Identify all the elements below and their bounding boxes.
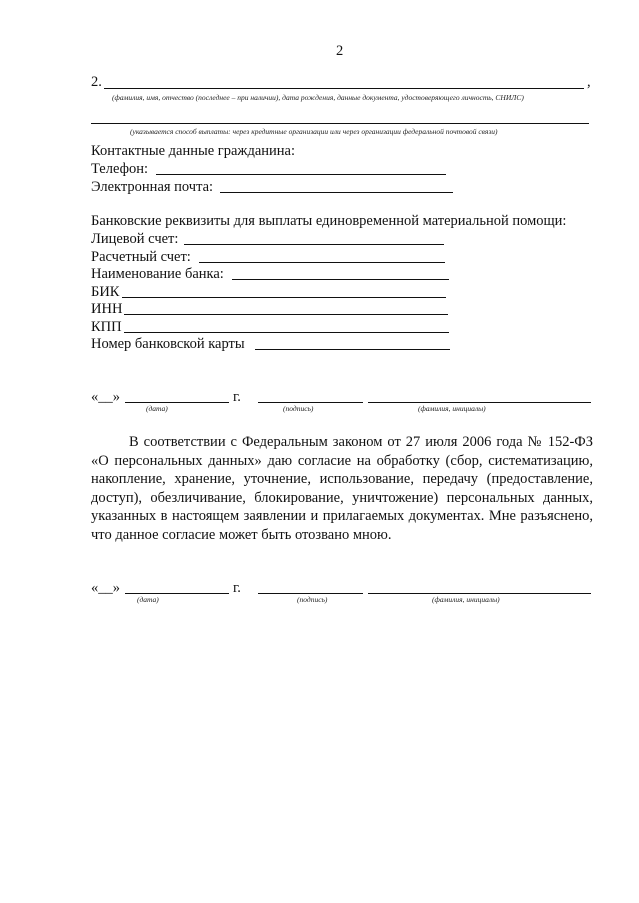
bik-label: БИК bbox=[91, 284, 120, 300]
name-caption-1: (фамилия, инициалы) bbox=[418, 404, 486, 413]
date-caption-1: (дата) bbox=[146, 404, 168, 413]
bik-field[interactable] bbox=[122, 297, 446, 298]
payment-method-line[interactable] bbox=[91, 123, 589, 124]
settlement-account-field[interactable] bbox=[199, 262, 445, 263]
name-field-1[interactable] bbox=[368, 402, 591, 403]
inn-label: ИНН bbox=[91, 301, 123, 317]
signature-field-1[interactable] bbox=[258, 402, 363, 403]
date-caption-2: (дата) bbox=[137, 595, 159, 604]
name-caption-2: (фамилия, инициалы) bbox=[432, 595, 500, 604]
contacts-heading: Контактные данные гражданина: bbox=[91, 143, 296, 159]
item-number: 2. bbox=[91, 74, 102, 90]
date-quote-1: «__» bbox=[91, 389, 120, 405]
email-field[interactable] bbox=[220, 192, 453, 193]
phone-field[interactable] bbox=[156, 174, 446, 175]
bank-name-field[interactable] bbox=[232, 279, 449, 280]
name-field-2[interactable] bbox=[368, 593, 591, 594]
account-field[interactable] bbox=[184, 244, 444, 245]
email-label: Электронная почта: bbox=[91, 179, 214, 195]
card-number-field[interactable] bbox=[255, 349, 450, 350]
person-data-line[interactable] bbox=[104, 88, 584, 89]
card-number-label: Номер банковской карты bbox=[91, 336, 245, 352]
date-field-2[interactable] bbox=[125, 593, 229, 594]
account-label: Лицевой счет: bbox=[91, 231, 179, 247]
trailing-comma: , bbox=[587, 74, 591, 90]
caption-payment-method: (указывается способ выплаты: через кредитные организации или через организации федеральной почтовой связи) bbox=[130, 127, 498, 136]
year-suffix-2: г. bbox=[233, 580, 241, 596]
date-quote-2: «__» bbox=[91, 580, 120, 596]
inn-field[interactable] bbox=[124, 314, 448, 315]
settlement-account-label: Расчетный счет: bbox=[91, 249, 191, 265]
caption-person-data: (фамилия, имя, отчество (последнее – при наличии), дата рождения, данные документа, удостоверяющего личность, СНИЛС) bbox=[112, 93, 524, 102]
phone-label: Телефон: bbox=[91, 161, 149, 177]
signature-caption-1: (подпись) bbox=[283, 404, 314, 413]
page-number: 2 bbox=[336, 43, 344, 59]
bank-name-label: Наименование банка: bbox=[91, 266, 224, 282]
signature-caption-2: (подпись) bbox=[297, 595, 328, 604]
kpp-label: КПП bbox=[91, 319, 122, 335]
signature-field-2[interactable] bbox=[258, 593, 363, 594]
kpp-field[interactable] bbox=[124, 332, 449, 333]
bank-heading: Банковские реквизиты для выплаты единовременной материальной помощи: bbox=[91, 213, 567, 229]
date-field-1[interactable] bbox=[125, 402, 229, 403]
consent-paragraph: В соответствии с Федеральным законом от 27 июля 2006 года № 152-ФЗ «О персональных данных» даю согласие на обработку (сбор, систематизацию, накопление, хранение, уточнение, использование, передачу (предоставление, доступ), обезличивание, блокирование, уничтожение) персональных данных, указанных в настоящем заявлении и прилагаемых документах. Мне разъяснено, что данное согласие может быть отозвано мною. bbox=[91, 434, 593, 543]
year-suffix-1: г. bbox=[233, 389, 241, 405]
